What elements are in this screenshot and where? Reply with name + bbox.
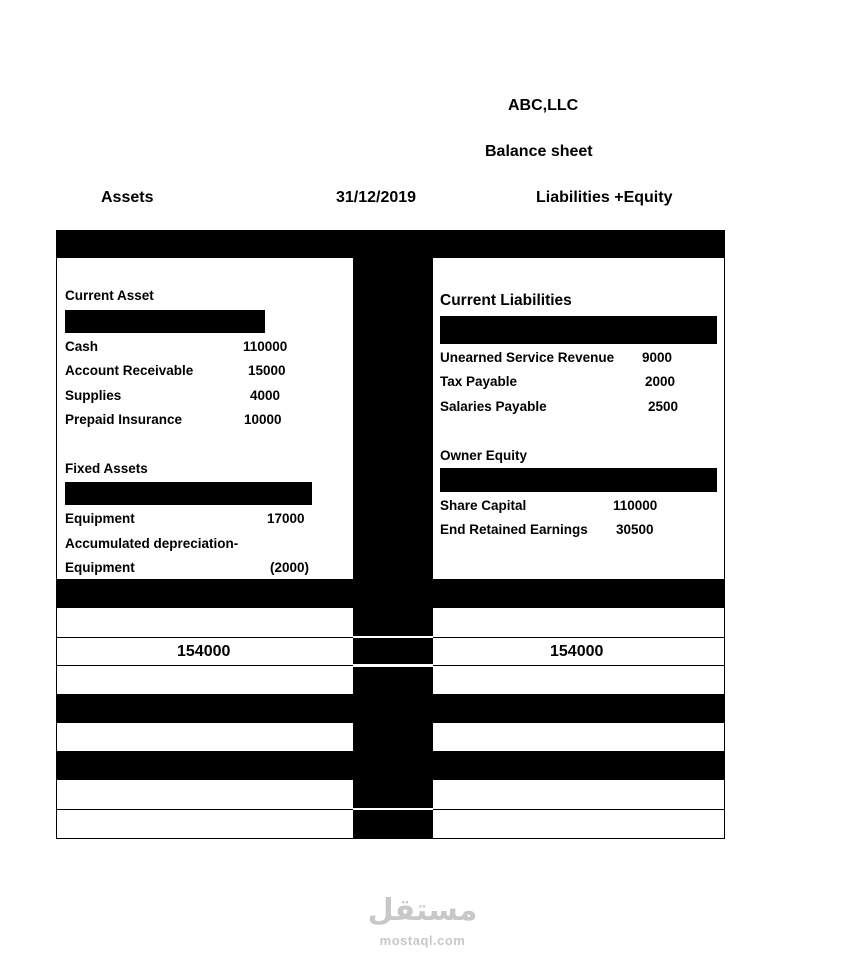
equity-value: 30500 (616, 522, 654, 537)
liability-label: Salaries Payable (440, 399, 547, 414)
section-separator-bar (56, 751, 725, 780)
liabilities-equity-heading: Liabilities +Equity (536, 189, 673, 206)
row-line (433, 809, 725, 810)
current-liabilities-bar (440, 316, 717, 344)
owner-equity-title: Owner Equity (440, 448, 528, 463)
assets-total: 154000 (177, 643, 231, 660)
sheet-title: Balance sheet (485, 143, 593, 160)
fixed-asset-label: Equipment (65, 511, 135, 526)
fixed-assets-bar (65, 482, 312, 505)
asset-label: Prepaid Insurance (65, 412, 183, 427)
watermark-url: mostaql.com (379, 933, 466, 948)
fixed-asset-label: Accumulated depreciation- (65, 536, 239, 551)
middle-cell-block (353, 667, 433, 694)
watermark-logo: مستقل (367, 894, 478, 927)
row-line (56, 809, 353, 810)
company-name: ABC,LLC (508, 97, 579, 114)
current-asset-title: Current Asset (65, 288, 154, 303)
report-date: 31/12/2019 (336, 189, 417, 206)
liability-value: 2500 (648, 399, 679, 414)
fixed-asset-label: Equipment (65, 560, 135, 575)
middle-cell-block (353, 810, 433, 838)
fixed-asset-value: (2000) (270, 560, 310, 575)
owner-equity-bar (440, 468, 717, 492)
row-line (433, 665, 725, 666)
current-asset-bar (65, 310, 265, 333)
equity-label: End Retained Earnings (440, 522, 588, 537)
middle-cell-block (353, 638, 433, 664)
section-separator-bar (56, 579, 725, 608)
liability-label: Tax Payable (440, 374, 518, 389)
liability-value: 9000 (642, 350, 673, 365)
asset-label: Cash (65, 339, 99, 354)
equity-label: Share Capital (440, 498, 527, 513)
row-line (433, 637, 725, 638)
liabilities-equity-total: 154000 (550, 643, 604, 660)
asset-value: 110000 (243, 339, 288, 354)
middle-cell-block (353, 723, 433, 751)
equity-value: 110000 (613, 498, 658, 513)
row-line (56, 637, 353, 638)
table-header-bar (56, 230, 725, 258)
section-separator-bar (56, 694, 725, 723)
liability-label: Unearned Service Revenue (440, 350, 615, 365)
asset-label: Supplies (65, 388, 122, 403)
fixed-asset-value: 17000 (267, 511, 305, 526)
middle-cell-block (353, 608, 433, 636)
middle-cell-block (353, 780, 433, 808)
asset-value: 4000 (250, 388, 281, 403)
fixed-assets-title: Fixed Assets (65, 461, 148, 476)
liability-value: 2000 (645, 374, 676, 389)
asset-value: 15000 (248, 363, 286, 378)
asset-label: Account Receivable (65, 363, 194, 378)
assets-heading: Assets (101, 189, 154, 206)
asset-value: 10000 (244, 412, 282, 427)
middle-column-block (353, 258, 433, 579)
current-liabilities-title: Current Liabilities (440, 292, 572, 309)
row-line (56, 665, 353, 666)
